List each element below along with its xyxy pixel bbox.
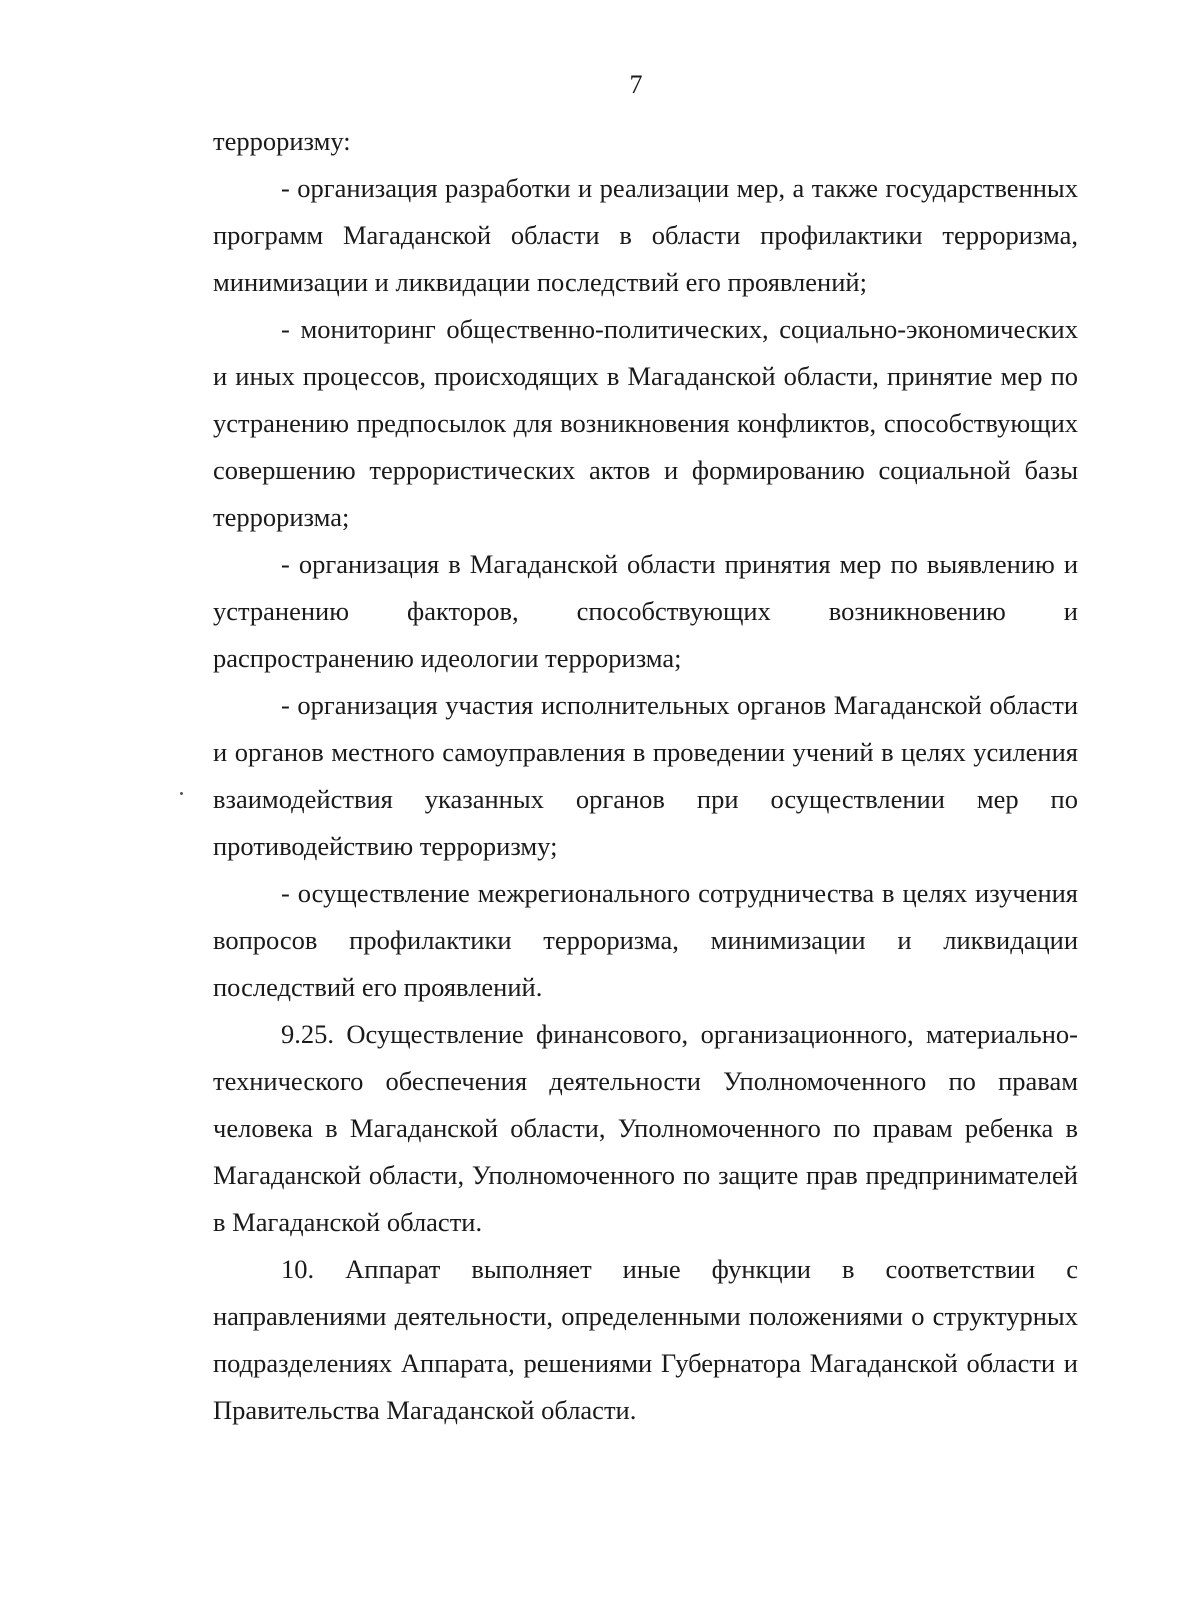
scan-speck (180, 792, 183, 795)
paragraph-clause-9-25: 9.25. Осуществление финансового, организационного, материально-технического обеспечения деятельности Уполномоченного по правам человека в Магаданской области, Уполномоченного по правам ребенка в Магаданской области, Уполномоченного по защите прав предпринимателей в Магаданской области. (213, 1019, 1078, 1237)
paragraph-list-item: - организация участия исполнительных органов Магаданской области и органов местного самоуправления в проведении учений в целях усиления взаимодействия указанных органов при осуществлении мер по противодействию терроризму; (213, 690, 1078, 861)
paragraph-continuation: терроризму: (213, 126, 351, 156)
page-number: 7 (629, 70, 643, 99)
paragraph-list-item: - мониторинг общественно-политических, социально-экономических и иных процессов, происходящих в Магаданской области, принятие мер по устранению предпосылок для возникновения конфликтов, способствующих совершению террористических актов и формированию социальной базы терроризма; (213, 314, 1078, 532)
paragraph-list-item: - организация в Магаданской области принятия мер по выявлению и устранению факторов, способствующих возникновению и распространению идеологии терроризма; (213, 549, 1078, 673)
paragraph-list-item: - осуществление межрегионального сотрудничества в целях изучения вопросов профилактики терроризма, минимизации и ликвидации последствий его проявлений. (213, 878, 1078, 1002)
paragraph-list-item: - организация разработки и реализации мер, а также государственных программ Магаданской области в области профилактики терроризма, минимизации и ликвидации последствий его проявлений; (213, 173, 1078, 297)
document-body (213, 118, 1078, 1434)
paragraph-clause-10: 10. Аппарат выполняет иные функции в соответствии с направлениями деятельности, определенными положениями о структурных подразделениях Аппарата, решениями Губернатора Магаданской области и Правительства Магаданской области. (213, 1254, 1078, 1425)
